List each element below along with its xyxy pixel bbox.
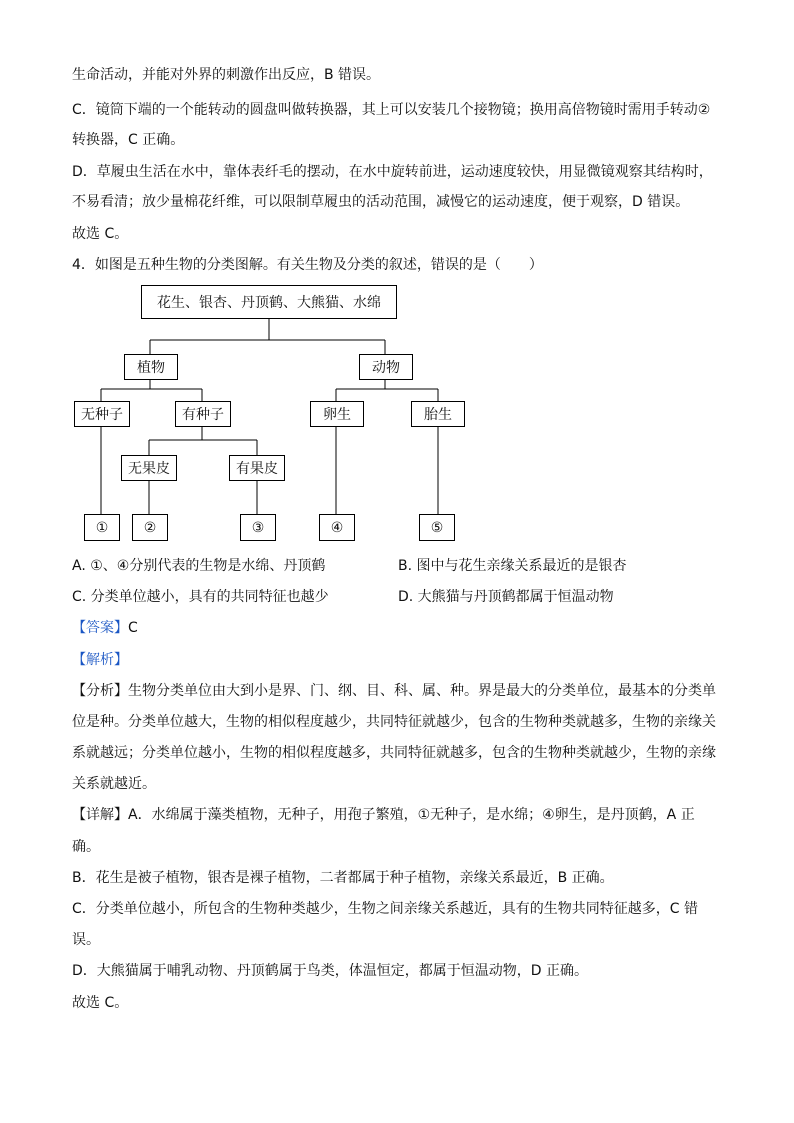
text-line: 故选 C。 bbox=[72, 995, 129, 1011]
root-node: 花生、银杏、丹顶鹤、大熊猫、水绵 bbox=[141, 285, 397, 319]
answer-line bbox=[72, 619, 138, 637]
plant-node: 植物 bbox=[124, 354, 178, 380]
text-line: 生命活动，并能对外界的刺激作出反应，B 错误。 bbox=[72, 67, 381, 83]
classification-diagram bbox=[0, 0, 794, 560]
text-line: C．分类单位越小，所包含的生物种类越少，生物之间亲缘关系越近，具有的生物共同特征越多，C 错 bbox=[72, 901, 698, 917]
analysis-line bbox=[72, 682, 716, 700]
text-line: 不易看清；放少量棉花纤维，可以限制草履虫的活动范围，减慢它的运动速度，便于观察，D 错误。 bbox=[72, 194, 690, 210]
answer-value: C bbox=[128, 620, 138, 636]
oviparous-node: 卵生 bbox=[310, 401, 364, 427]
analysis-tag: 【解析】 bbox=[72, 652, 128, 668]
text-line: 位是种。分类单位越大，生物的相似程度越少，共同特征就越少，包含的生物种类就越多，生物的亲缘关 bbox=[72, 714, 716, 730]
text-line: B．花生是被子植物，银杏是裸子植物，二者都属于种子植物，亲缘关系最近，B 正确。 bbox=[72, 870, 614, 886]
text-line: D．草履虫生活在水中，靠体表纤毛的摆动，在水中旋转前进，运动速度较快，用显微镜观察其结构时， bbox=[72, 164, 713, 180]
leaf-node-3: ③ bbox=[240, 514, 276, 541]
has-fruit-coat-node: 有果皮 bbox=[229, 455, 285, 481]
analysis-header bbox=[72, 651, 128, 669]
option-b: B. 图中与花生亲缘关系最近的是银杏 bbox=[398, 558, 627, 574]
text-line: 系就越远；分类单位越小，生物的相似程度越多，共同特征就越多，包含的生物种类就越少，生物的亲缘 bbox=[72, 745, 716, 761]
text-line: 转换器，C 正确。 bbox=[72, 132, 185, 148]
text-line: C．镜筒下端的一个能转动的圆盘叫做转换器，其上可以安装几个接物镜；换用高倍物镜时需用手转动② bbox=[72, 102, 711, 118]
analysis-label: 【分析】 bbox=[72, 683, 128, 699]
text-line: 关系就越近。 bbox=[72, 776, 156, 792]
animal-node: 动物 bbox=[359, 354, 413, 380]
text-line: D．大熊猫属于哺乳动物、丹顶鹤属于鸟类，体温恒定，都属于恒温动物，D 正确。 bbox=[72, 963, 589, 979]
text-line: 确。 bbox=[72, 839, 100, 855]
viviparous-node: 胎生 bbox=[411, 401, 465, 427]
option-c: C. 分类单位越小，具有的共同特征也越少 bbox=[72, 589, 329, 605]
no-fruit-coat-node: 无果皮 bbox=[121, 455, 177, 481]
answer-tag: 【答案】 bbox=[72, 620, 128, 636]
leaf-node-5: ⑤ bbox=[419, 514, 455, 541]
analysis-text: 生物分类单位由大到小是界、门、纲、目、科、属、种。界是最大的分类单位，最基本的分类单 bbox=[128, 683, 716, 699]
option-d: D. 大熊猫与丹顶鹤都属于恒温动物 bbox=[398, 589, 614, 605]
detail-text: A．水绵属于藻类植物，无种子，用孢子繁殖，①无种子，是水绵；④卵生，是丹顶鹤，A 正 bbox=[128, 807, 695, 823]
text-line: 误。 bbox=[72, 932, 100, 948]
no-seed-node: 无种子 bbox=[74, 401, 130, 427]
detail-line bbox=[72, 806, 695, 824]
detail-label: 【详解】 bbox=[72, 807, 128, 823]
leaf-node-2: ② bbox=[132, 514, 168, 541]
option-a: A. ①、④分别代表的生物是水绵、丹顶鹤 bbox=[72, 558, 326, 574]
has-seed-node: 有种子 bbox=[175, 401, 231, 427]
leaf-node-1: ① bbox=[84, 514, 120, 541]
question-stem: 4．如图是五种生物的分类图解。有关生物及分类的叙述，错误的是（ ） bbox=[72, 257, 543, 273]
leaf-node-4: ④ bbox=[319, 514, 355, 541]
text-line: 故选 C。 bbox=[72, 226, 129, 242]
